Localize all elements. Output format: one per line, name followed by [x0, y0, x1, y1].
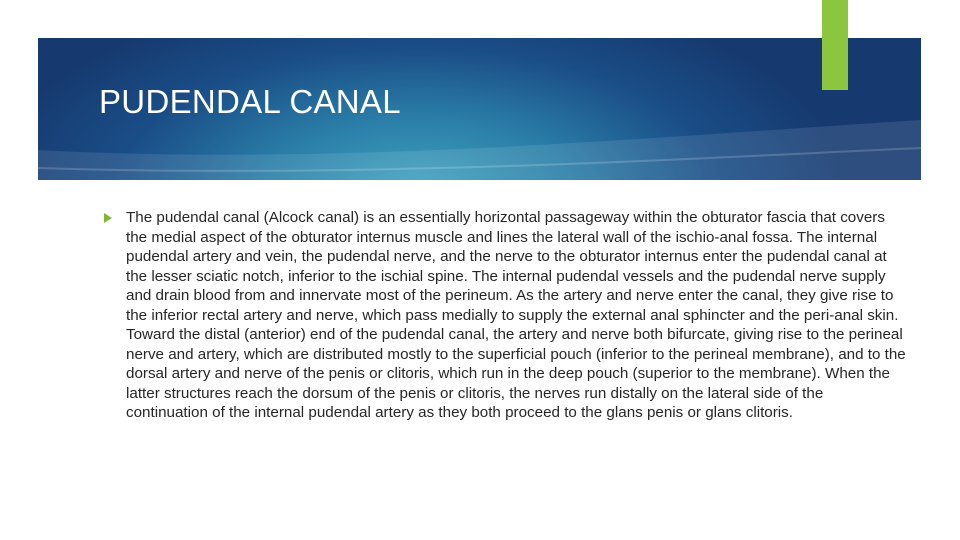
- bullet-item: [104, 208, 909, 423]
- bullet-text: The pudendal canal (Alcock canal) is an essentially horizontal passageway within the obturator fascia that covers the medial aspect of the obturator internus muscle and lines the lateral wall of the ischio-anal fossa. The internal pudendal artery and vein, the pudendal nerve, and the nerve to the obturator internus enter the pudendal canal at the lesser sciatic notch, inferior to the ischial spine. The internal pudendal vessels and the pudendal nerve supply and drain blood from and innervate most of the perineum. As the artery and nerve enter the canal, they give rise to the inferior rectal artery and nerve, which pass medially to supply the external anal sphincter and the peri-anal skin. Toward the distal (anterior) end of the pudendal canal, the artery and nerve both bifurcate, giving rise to the perineal nerve and artery, which are distributed mostly to the superficial pouch (inferior to the perineal membrane), and to the dorsal artery and nerve of the penis or clitoris, which run in the deep pouch (superior to the membrane). When the latter structures reach the dorsum of the penis or clitoris, the nerves run distally on the lateral side of the continuation of the internal pudendal artery as they both proceed to the glans penis or glans clitoris.: [126, 209, 906, 421]
- bullet-list: [104, 208, 909, 423]
- triangle-bullet-icon: [104, 213, 112, 223]
- slide-title: PUDENDAL CANAL: [99, 83, 401, 120]
- accent-bar: [822, 0, 848, 90]
